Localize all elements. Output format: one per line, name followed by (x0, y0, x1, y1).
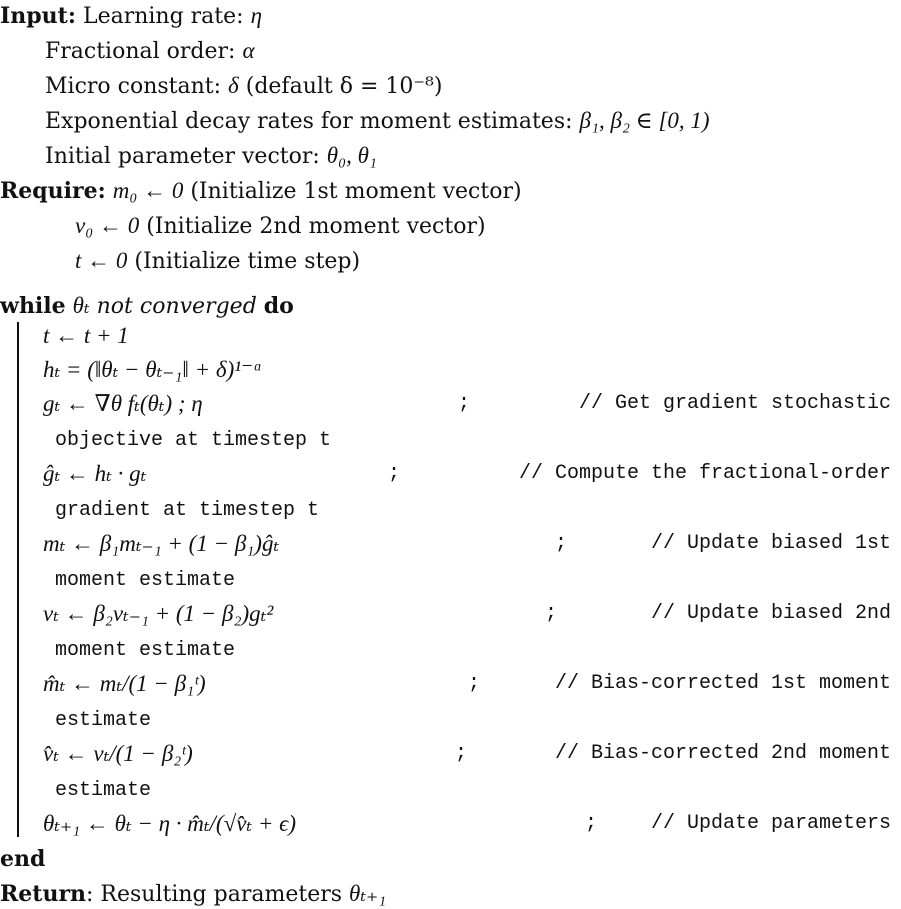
return-line (0, 880, 386, 909)
semicolon: ; (388, 462, 401, 485)
semicolon: ; (458, 392, 471, 415)
step-comment-cont: objective at timestep t (55, 429, 332, 452)
require-text: (Initialize 2nd moment vector) (139, 214, 486, 239)
step-line (43, 530, 901, 559)
step-math: gₜ ← ∇θ fₜ(θₜ) ; η (43, 391, 203, 416)
step-continuation (55, 635, 235, 665)
step-comment-cont: moment estimate (55, 639, 236, 662)
require-math: v₀ ← 0 (75, 213, 140, 238)
step-line (43, 810, 901, 839)
input-math: δ (228, 73, 239, 98)
step-line (43, 322, 129, 351)
require-math: m₀ ← 0 (112, 178, 184, 203)
end-keyword: end (0, 846, 46, 872)
step-comment: // Bias-corrected 1st moment (554, 672, 891, 695)
require-line-0 (0, 177, 522, 206)
semicolon: ; (585, 812, 598, 835)
require-line-1 (75, 212, 486, 241)
end-line (0, 845, 45, 874)
step-comment: // Update parameters (650, 812, 891, 835)
input-line-3 (45, 107, 710, 136)
step-math: m̂ₜ ← mₜ/(1 − β₁ᵗ) (43, 671, 206, 696)
require-line-2 (75, 247, 360, 276)
step-math: mₜ ← β₁mₜ₋₁ + (1 − β₁)ĝₜ (43, 531, 280, 556)
loop-body-bar (17, 322, 19, 837)
while-keyword: while (0, 293, 66, 319)
step-comment: // Update biased 2nd (650, 602, 891, 625)
step-line (43, 460, 901, 489)
step-line (43, 740, 901, 769)
step-comment: // Bias-corrected 2nd moment (554, 742, 891, 765)
input-math: η (250, 3, 262, 28)
while-header (0, 292, 294, 321)
step-comment: // Compute the fractional-order (518, 462, 891, 485)
step-comment-cont: gradient at timestep t (55, 499, 320, 522)
require-text: (Initialize 1st moment vector) (183, 179, 522, 204)
semicolon: ; (468, 672, 481, 695)
step-math: θₜ₊₁ ← θₜ − η · m̂ₜ/(√v̂ₜ + ϵ) (43, 811, 297, 836)
input-math: α (242, 38, 255, 63)
input-math: θ₀, θ₁ (326, 143, 377, 168)
input-math: β₁, β₂ ∈ [0, 1) (579, 108, 710, 133)
step-math: ĝₜ ← hₜ · gₜ (43, 461, 147, 486)
return-math: θₜ₊₁ (349, 881, 387, 906)
step-math: v̂ₜ ← vₜ/(1 − β₂ᵗ) (43, 741, 193, 766)
return-text: : Resulting parameters (86, 882, 350, 907)
semicolon: ; (545, 602, 558, 625)
step-comment-cont: estimate (55, 709, 152, 732)
input-line-2 (45, 72, 442, 101)
input-suffix: (default δ = 10⁻⁸) (238, 74, 443, 99)
step-math: hₜ = (‖θₜ − θₜ₋₁‖ + δ)¹⁻ᵅ (43, 357, 263, 382)
input-line-1 (45, 37, 255, 66)
input-label: Input: (0, 3, 76, 29)
require-text: (Initialize time step) (127, 249, 361, 274)
input-text: Learning rate: (82, 4, 251, 29)
input-line-0 (0, 2, 262, 31)
step-math: t ← t + 1 (43, 323, 129, 348)
return-label: Return (0, 881, 87, 907)
input-text: Fractional order: (45, 39, 243, 64)
while-condition-math: θₜ (72, 293, 90, 318)
step-comment: // Get gradient stochastic (578, 392, 891, 415)
step-math: vₜ ← β₂vₜ₋₁ + (1 − β₂)gₜ² (43, 601, 274, 626)
step-comment-cont: estimate (55, 779, 152, 802)
input-text: Initial parameter vector: (45, 144, 327, 169)
step-continuation (55, 425, 331, 455)
step-line (43, 356, 262, 385)
semicolon: ; (555, 532, 568, 555)
semicolon: ; (455, 742, 468, 765)
step-line (43, 600, 901, 629)
do-keyword: do (263, 293, 294, 319)
step-continuation (55, 495, 319, 525)
step-comment: // Update biased 1st (650, 532, 891, 555)
input-text: Exponential decay rates for moment estimates: (45, 109, 580, 134)
step-line (43, 390, 901, 419)
step-continuation (55, 705, 151, 735)
input-line-4 (45, 142, 377, 171)
step-continuation (55, 565, 235, 595)
while-condition-text: not converged (96, 294, 257, 319)
step-comment-cont: moment estimate (55, 569, 236, 592)
step-line (43, 670, 901, 699)
step-continuation (55, 775, 151, 805)
require-math: t ← 0 (75, 248, 128, 273)
require-label: Require: (0, 178, 106, 204)
input-text: Micro constant: (45, 74, 229, 99)
